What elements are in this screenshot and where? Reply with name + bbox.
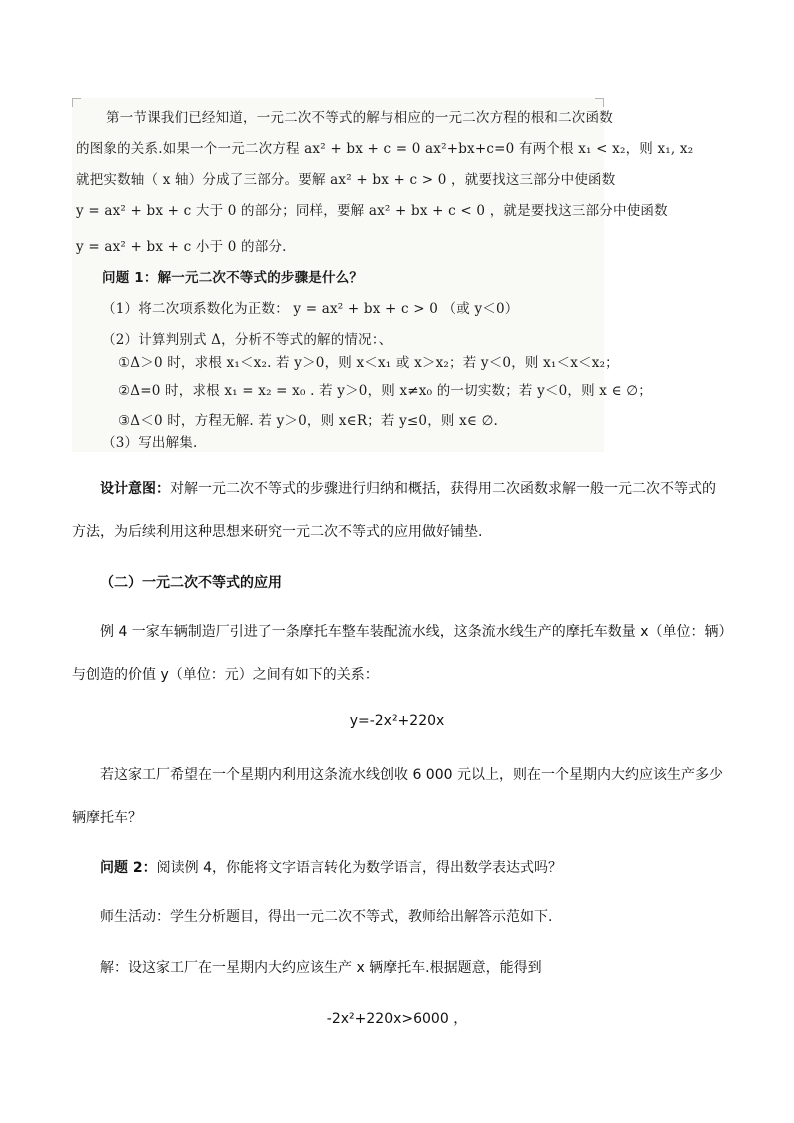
case-2: ②Δ=0 时，求根 x₁ = x₂ = x₀ . 若 y＞0，则 x≠x₀ 的一切实数；若 y＜0，则 x ∈ ∅； <box>118 383 652 399</box>
example-4-line-1: 例 4 一家车辆制造厂引进了一条摩托车整车装配流水线，这条流水线生产的摩托车数量 x（单位：辆） <box>100 624 733 640</box>
textbook-excerpt-image <box>72 98 694 452</box>
section-heading: （二）一元二次不等式的应用 <box>100 575 282 591</box>
crop-mark <box>72 98 81 107</box>
solution-inequality: -2x²+220x>6000 ， <box>326 1011 468 1027</box>
design-intent-text-2: 方法，为后续利用这种思想来研究一元二次不等式的应用做好铺垫. <box>72 524 483 540</box>
step-1: （1）将二次项系数化为正数： y = ax² + bx + c > 0 （或 y＜0） <box>102 301 519 317</box>
question-2-label: 问题 2： <box>100 860 157 876</box>
question-2-text: 阅读例 4，你能将文字语言转化为数学语言，得出数学表达式吗？ <box>156 860 562 876</box>
solution-line: 解：设这家工厂在一星期内大约应该生产 x 辆摩托车.根据题意，能得到 <box>100 960 542 976</box>
example-4-formula: y=-2x²+220x <box>349 713 445 729</box>
excerpt-line-1: 第一节课我们已经知道，一元二次不等式的解与相应的一元二次方程的根和二次函数 <box>106 110 613 126</box>
design-intent-paragraph <box>100 478 716 498</box>
case-1: ①Δ＞0 时，求根 x₁＜x₂. 若 y＞0，则 x＜x₁ 或 x＞x₂；若 y＜0，则 x₁＜x＜x₂； <box>118 355 619 371</box>
example-4-line-3: 若这家工厂希望在一个星期内利用这条流水线创收 6 000 元以上，则在一个星期内大约应该生产多少 <box>100 767 723 783</box>
design-intent-label: 设计意图： <box>100 481 170 497</box>
excerpt-line-4: y = ax² + bx + c 大于 0 的部分；同样，要解 ax² + bx + c < 0 ，就是要找这三部分中使函数 <box>76 203 668 219</box>
excerpt-line-2: 的图象的关系.如果一个一元二次方程 ax² + bx + c = 0 ax²+bx+c=0 有两个根 x₁ < x₂，则 x₁, x₂ <box>76 141 694 157</box>
excerpt-line-3: 就把实数轴（ x 轴）分成了三部分。要解 ax² + bx + c > 0 ，就要找这三部分中使函数 <box>76 172 616 188</box>
example-4-line-2: 与创造的价值 y（单位：元）之间有如下的关系： <box>72 667 379 683</box>
question-2 <box>100 857 562 877</box>
step-2: （2）计算判别式 Δ，分析不等式的解的情况：、 <box>102 332 393 348</box>
question-1: 问题 1：解一元二次不等式的步骤是什么？ <box>102 270 364 286</box>
step-3: （3）写出解集. <box>102 435 198 451</box>
teacher-student-activity: 师生活动：学生分析题目，得出一元二次不等式，教师给出解答示范如下. <box>100 909 553 925</box>
case-3: ③Δ＜0 时，方程无解. 若 y＞0，则 x∈R；若 y≤0，则 x∈ ∅. <box>118 413 499 429</box>
example-4-line-4: 辆摩托车？ <box>72 810 142 826</box>
excerpt-line-5: y = ax² + bx + c 小于 0 的部分. <box>76 239 287 255</box>
design-intent-text: 对解一元二次不等式的步骤进行归纳和概括，获得用二次函数求解一般一元二次不等式的 <box>170 481 716 497</box>
